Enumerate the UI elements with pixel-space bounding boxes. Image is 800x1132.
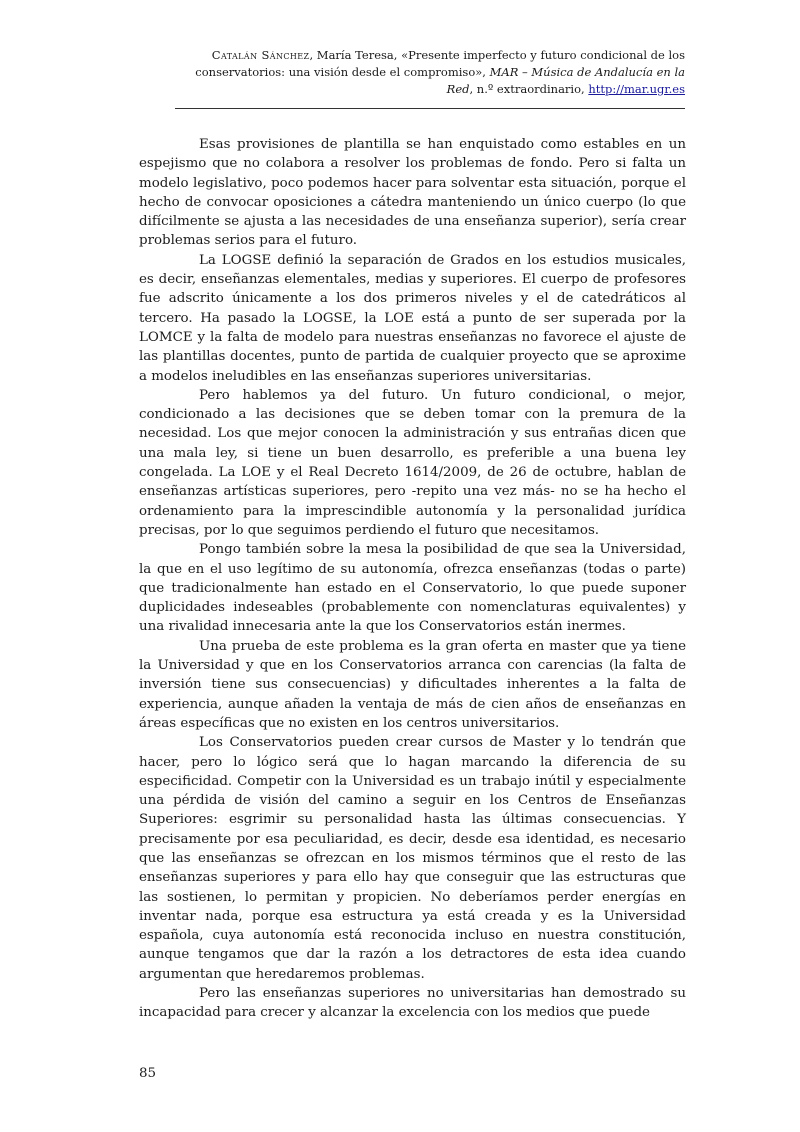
paragraph: Los Conservatorios pueden crear cursos de Master y lo tendrán que hacer, pero lo lógico será que lo hagan marcando la diferencia de su especificidad. Competir con la Universidad es un trabajo inútil y especialmente una pérdida de visión del camino a seguir en los Centros de Enseñanzas Superiores: esgrimir su personalidad hasta las últimas consecuencias. Y precisamente por esa peculiaridad, es decir, desde esa identidad, es necesario que las enseñanzas se ofrezcan en los mismos términos que el resto de las enseñanzas superiores y para ello hay que conseguir que las estructuras que las sostienen, lo permitan y propicien. No deberíamos perder energías en inventar nada, porque esa estructura ya está creada y es la Universidad española, cuya autonomía está reconocida incluso en nuestra constitución, aunque tengamos que dar la razón a los detractores de esta idea cuando argumentan que heredaremos problemas. [139,735,686,982]
paragraph: Una prueba de este problema es la gran oferta en master que ya tiene la Universidad y que en los Conservatorios arranca con carencias (la falta de inversión tiene sus consecuencias) y dificultades inherentes a la falta de experiencia, aunque añaden la ventaja de más de cien años de enseñanzas en áreas específicas que no existen en los centros universitarios. [139,638,686,731]
article-title: «Presente imperfecto y futuro condicional de los conservatorios: una visión desde el compromiso», [195,48,685,79]
paragraph: Pero las enseñanzas superiores no universitarias han demostrado su incapacidad para crecer y alcanzar la excelencia con los medios que puede [139,986,686,1021]
article-body [139,135,686,1023]
page-number: 85 [139,1066,157,1081]
paragraph: Pongo también sobre la mesa la posibilidad de que sea la Universidad, la que en el uso legítimo de su autonomía, ofrezca enseñanzas (todas o parte) que tradicionalmente han estado en el Conservatorio, lo que puede suponer duplicidades indeseables (probablemente con nomenclaturas equivalentes) y una rivalidad innecesaria ante la que los Conservatorios están inermes. [139,542,686,635]
author-surname: Catalán Sánchez [211,48,310,62]
author-given-name: , María Teresa, [309,48,402,62]
paragraph: La LOGSE definió la separación de Grados en los estudios musicales, es decir, enseñanzas elementales, medias y superiores. El cuerpo de profesores fue adscrito únicamente a los dos primeros niveles y el de catedráticos al tercero. Ha pasado la LOGSE, la LOE está a punto de ser superada por la LOMCE y la falta de modelo para nuestras enseñanzas no favorece el ajuste de las plantillas docentes, punto de partida de cualquier proyecto que se aproxime a modelos ineludibles en las enseñanzas superiores universitarias. [139,252,686,384]
running-header [175,47,685,98]
paragraph: Pero hablemos ya del futuro. Un futuro condicional, o mejor, condicionado a las decisiones que se deben tomar con la premura de la necesidad. Los que mejor conocen la administración y sus entrañas dicen que una mala ley, si tiene un buen desarrollo, es preferible a una buena ley congelada. La LOE y el Real Decreto 1614/2009, de 26 de octubre, hablan de enseñanzas artísticas superiores, pero -repito una vez más- no se ha hecho el ordenamiento para la imprescindible autonomía y la personalidad jurídica precisas, por lo que seguimos perdiendo el futuro que necesitamos. [139,387,686,538]
paragraph: Esas provisiones de plantilla se han enquistado como estables en un espejismo que no colabora a resolver los problemas de fondo. Pero si falta un modelo legislativo, poco podemos hacer para solventar esta situación, porque el hecho de convocar oposiciones a cátedra manteniendo un único cuerpo (lo que difícilmente se ajusta a las necesidades de una enseñanza superior), sería crear problemas serios para el futuro. [139,137,686,249]
journal-url-link[interactable]: http://mar.ugr.es [588,82,685,96]
journal-name: MAR – Música de Andalucía en la Red [446,65,685,96]
header-divider [175,108,685,109]
issue-info: , n.º extraordinario, [469,82,589,96]
